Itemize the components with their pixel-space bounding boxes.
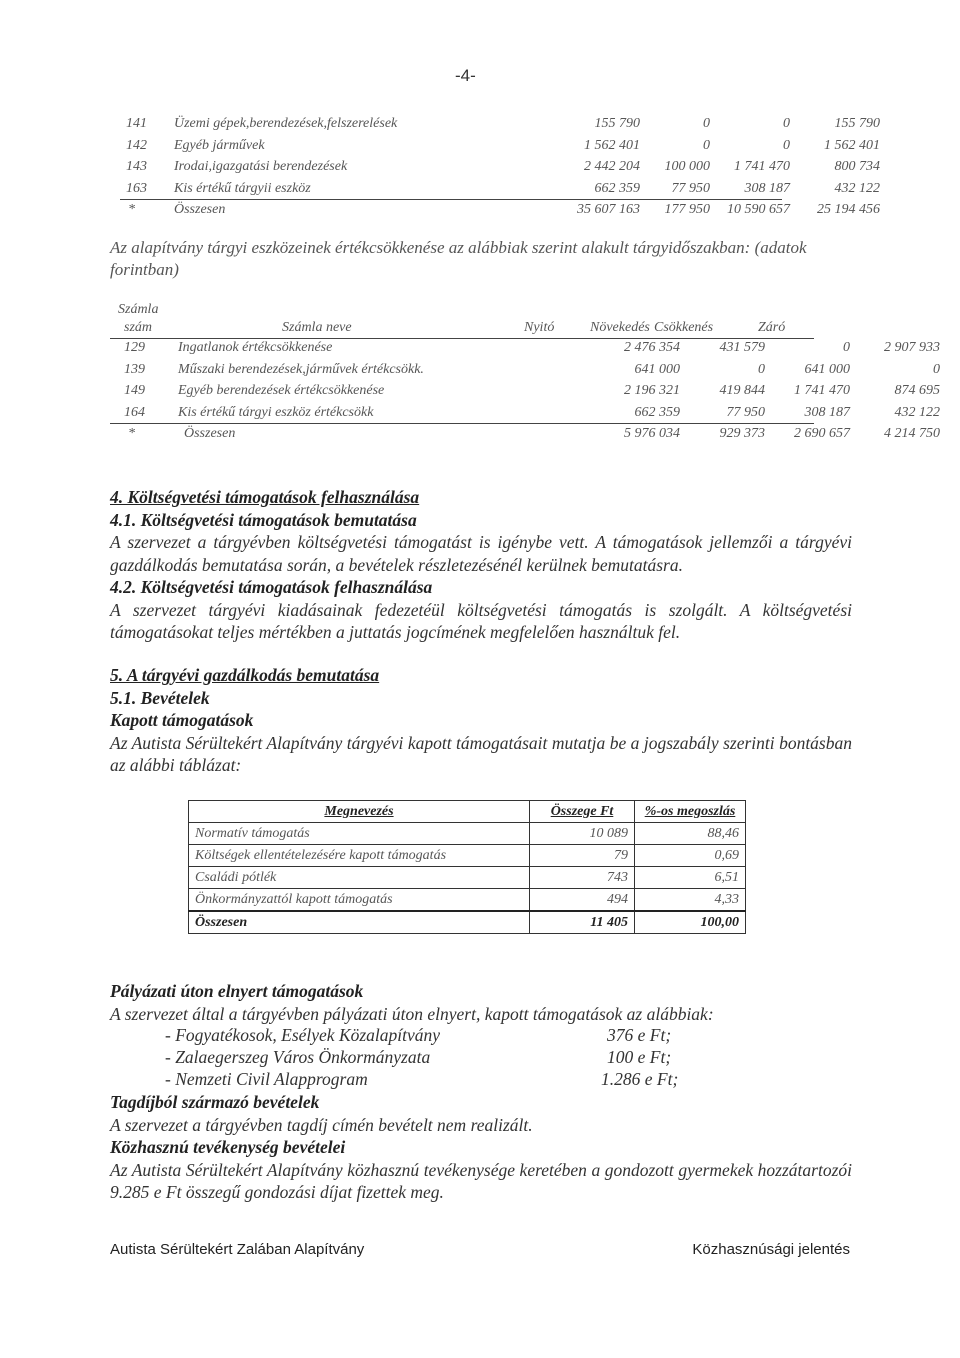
increase-total: 929 373 <box>719 426 765 441</box>
total-row <box>189 911 746 934</box>
closing-value: 155 790 <box>834 116 880 131</box>
account-name: Műszaki berendezések,járművek értékcsökk. <box>178 361 424 377</box>
section-4-1-title: 4.1. Költségvetési támogatások bemutatása <box>110 509 417 530</box>
total-marker: * <box>128 426 135 441</box>
support-name: Normatív támogatás <box>189 823 530 845</box>
account-code: 143 <box>126 159 147 174</box>
opening-value: 2 196 321 <box>624 383 680 398</box>
decrease-value: 308 187 <box>804 404 850 420</box>
depreciation-note: Az alapítvány tárgyi eszközeinek értékcsökkenése az alábbiak szerint alakult tárgyidőszakban: (adatok forintban) <box>110 238 807 279</box>
table-row <box>110 179 880 201</box>
support-percent: 88,46 <box>635 823 746 845</box>
total-label: Összesen <box>189 911 530 934</box>
total-row <box>110 200 880 222</box>
grant-name: - Fogyatékosok, Esélyek Közalapítvány <box>165 1025 441 1045</box>
header-decrease: Csökkenés <box>654 320 714 335</box>
public-benefit-title: Közhasznú tevékenység bevételei <box>110 1137 346 1157</box>
header-increase: Növekedés <box>590 320 650 335</box>
account-code: 164 <box>124 404 145 420</box>
header-amount: Összege Ft <box>530 801 635 823</box>
opening-value: 155 790 <box>594 116 640 131</box>
increase-value: 100 000 <box>664 159 710 174</box>
support-amount: 743 <box>530 867 635 889</box>
header-closing: Záró <box>758 320 786 335</box>
grant-amount: 1.286 e Ft; <box>601 1069 679 1089</box>
header-name: Megnevezés <box>189 801 530 823</box>
depreciation-table <box>110 300 940 446</box>
table-row <box>110 136 880 158</box>
opening-total: 5 976 034 <box>624 426 680 441</box>
table-header <box>110 318 830 338</box>
section-4-1-text: A szervezet a tárgyévben költségvetési támogatást is igénybe vett. A támogatások jellemzői a tárgyévi gazdálkodás bemutatása során, a bevételek részletezésénél kerülnek bemutatásra. <box>110 532 852 575</box>
decrease-value: 1 741 470 <box>794 383 850 398</box>
section-4 <box>110 486 852 644</box>
table-row <box>110 338 940 360</box>
account-code: 149 <box>124 383 145 398</box>
received-support-title: Kapott támogatások <box>110 710 254 730</box>
page-number: -4- <box>455 66 476 85</box>
opening-value: 2 442 204 <box>584 159 640 174</box>
support-amount: 494 <box>530 889 635 912</box>
table-header <box>110 300 830 318</box>
account-code: 139 <box>124 361 145 377</box>
closing-value: 800 734 <box>834 159 880 174</box>
closing-value: 1 562 401 <box>824 137 880 153</box>
support-percent: 6,51 <box>635 867 746 889</box>
account-code: 141 <box>126 116 147 131</box>
account-name: Ingatlanok értékcsökkenése <box>178 340 333 355</box>
support-name: Családi pótlék <box>189 867 530 889</box>
total-row <box>110 424 940 446</box>
table-row <box>189 889 746 912</box>
grants-intro: A szervezet által a tárgyévben pályázati úton elnyert, kapott támogatások az alábbiak: <box>110 1003 714 1024</box>
footer-left: Autista Sérültekért Zalában Alapítvány <box>110 1241 365 1258</box>
decrease-value: 641 000 <box>804 361 850 377</box>
total-label: Összesen <box>174 202 226 217</box>
account-code: 163 <box>126 180 147 196</box>
header-account-name: Számla neve <box>282 320 352 335</box>
grant-name: - Nemzeti Civil Alapprogram <box>165 1069 368 1089</box>
section-5 <box>110 664 852 777</box>
account-name: Kis értékű tárgyii eszköz <box>174 180 311 196</box>
total-percent: 100,00 <box>635 911 746 934</box>
support-percent: 0,69 <box>635 845 746 867</box>
total-marker: * <box>128 202 135 217</box>
section-4-2-title: 4.2. Költségvetési támogatások felhasználása <box>110 577 433 597</box>
increase-value: 419 844 <box>719 383 765 398</box>
account-name: Egyéb járművek <box>174 137 265 153</box>
decrease-value: 308 187 <box>744 180 790 196</box>
opening-total: 35 607 163 <box>577 202 640 217</box>
section-5-1-title: 5.1. Bevételek <box>110 687 210 708</box>
increase-total: 177 950 <box>664 202 710 217</box>
asset-table <box>110 114 880 222</box>
increase-value: 77 950 <box>671 180 710 196</box>
account-name: Üzemi gépek,berendezések,felszerelések <box>174 116 398 131</box>
opening-value: 2 476 354 <box>624 340 680 355</box>
support-table <box>188 800 746 934</box>
decrease-value: 0 <box>843 340 850 355</box>
account-name: Kis értékű tárgyi eszköz értékcsökk <box>178 404 374 420</box>
table-row <box>110 381 940 403</box>
header-account: Számla <box>118 302 159 317</box>
section-4-title: 4. Költségvetési támogatások felhasználása <box>110 487 420 507</box>
increase-value: 0 <box>703 116 710 131</box>
support-amount: 79 <box>530 845 635 867</box>
membership-text: A szervezet a tárgyévben tagdíj címén bevételt nem realizált. <box>110 1114 533 1135</box>
section-5-title: 5. A tárgyévi gazdálkodás bemutatása <box>110 665 380 685</box>
account-code: 129 <box>124 340 145 355</box>
table-row <box>110 157 880 179</box>
closing-value: 2 907 933 <box>884 340 940 355</box>
increase-value: 0 <box>758 361 765 377</box>
account-name: Irodai,igazgatási berendezések <box>174 159 348 174</box>
increase-value: 77 950 <box>726 404 765 420</box>
closing-value: 874 695 <box>894 383 940 398</box>
grants-section <box>110 980 852 1025</box>
grants-title: Pályázati úton elnyert támogatások <box>110 981 364 1001</box>
opening-value: 662 359 <box>594 180 640 196</box>
membership-title: Tagdíjból származó bevételek <box>110 1092 320 1112</box>
support-percent: 4,33 <box>635 889 746 912</box>
support-amount: 10 089 <box>530 823 635 845</box>
decrease-total: 10 590 657 <box>727 202 790 217</box>
closing-value: 432 122 <box>834 180 880 196</box>
decrease-total: 2 690 657 <box>794 426 850 441</box>
grant-amount: 376 e Ft; <box>607 1025 672 1045</box>
increase-value: 431 579 <box>719 340 765 355</box>
support-name: Önkormányzattól kapott támogatás <box>189 889 530 912</box>
account-name: Egyéb berendezések értékcsökkenése <box>178 383 385 398</box>
membership-section <box>110 1091 852 1204</box>
opening-value: 1 562 401 <box>584 137 640 153</box>
increase-value: 0 <box>703 137 710 153</box>
table-row <box>189 845 746 867</box>
total-label: Összesen <box>184 426 236 441</box>
grant-amount: 100 e Ft; <box>607 1047 672 1067</box>
decrease-value: 0 <box>783 116 790 131</box>
footer-right: Közhasznúsági jelentés <box>692 1241 850 1258</box>
decrease-value: 1 741 470 <box>734 159 790 174</box>
closing-total: 4 214 750 <box>884 426 940 441</box>
header-percent: %-os megoszlás <box>635 801 746 823</box>
table-row <box>110 114 880 136</box>
opening-value: 662 359 <box>634 404 680 420</box>
received-support-text: Az Autista Sérültekért Alapítvány tárgyévi kapott támogatásait mutatja be a jogszabály szerinti bontásban az alábbi táblázat: <box>110 732 852 775</box>
header-account-no: szám <box>124 320 153 335</box>
grant-name: - Zalaegerszeg Város Önkormányzata <box>165 1047 431 1067</box>
table-row <box>110 360 940 382</box>
opening-value: 641 000 <box>634 361 680 377</box>
closing-total: 25 194 456 <box>817 202 880 217</box>
total-amount: 11 405 <box>530 911 635 934</box>
header-opening: Nyitó <box>524 320 555 335</box>
table-row <box>189 823 746 845</box>
public-benefit-text: Az Autista Sérültekért Alapítvány közhasznú tevékenysége keretében a gondozott gyermekek hozzátartozói 9.285 e Ft összegű gondozási díjat fizettek meg. <box>110 1159 852 1202</box>
table-row <box>110 403 940 425</box>
support-name: Költségek ellentételezésére kapott támogatás <box>189 845 530 867</box>
section-4-2-text: A szervezet tárgyévi kiadásainak fedezetéül költségvetési támogatás is szolgált. A költségvetési támogatásokat teljes mértékben a juttatás jogcímének megfelelően használtuk fel. <box>110 599 852 642</box>
table-header <box>189 801 746 823</box>
table-row <box>189 867 746 889</box>
closing-value: 432 122 <box>894 404 940 420</box>
closing-value: 0 <box>933 361 940 377</box>
account-code: 142 <box>126 137 147 153</box>
decrease-value: 0 <box>783 137 790 153</box>
